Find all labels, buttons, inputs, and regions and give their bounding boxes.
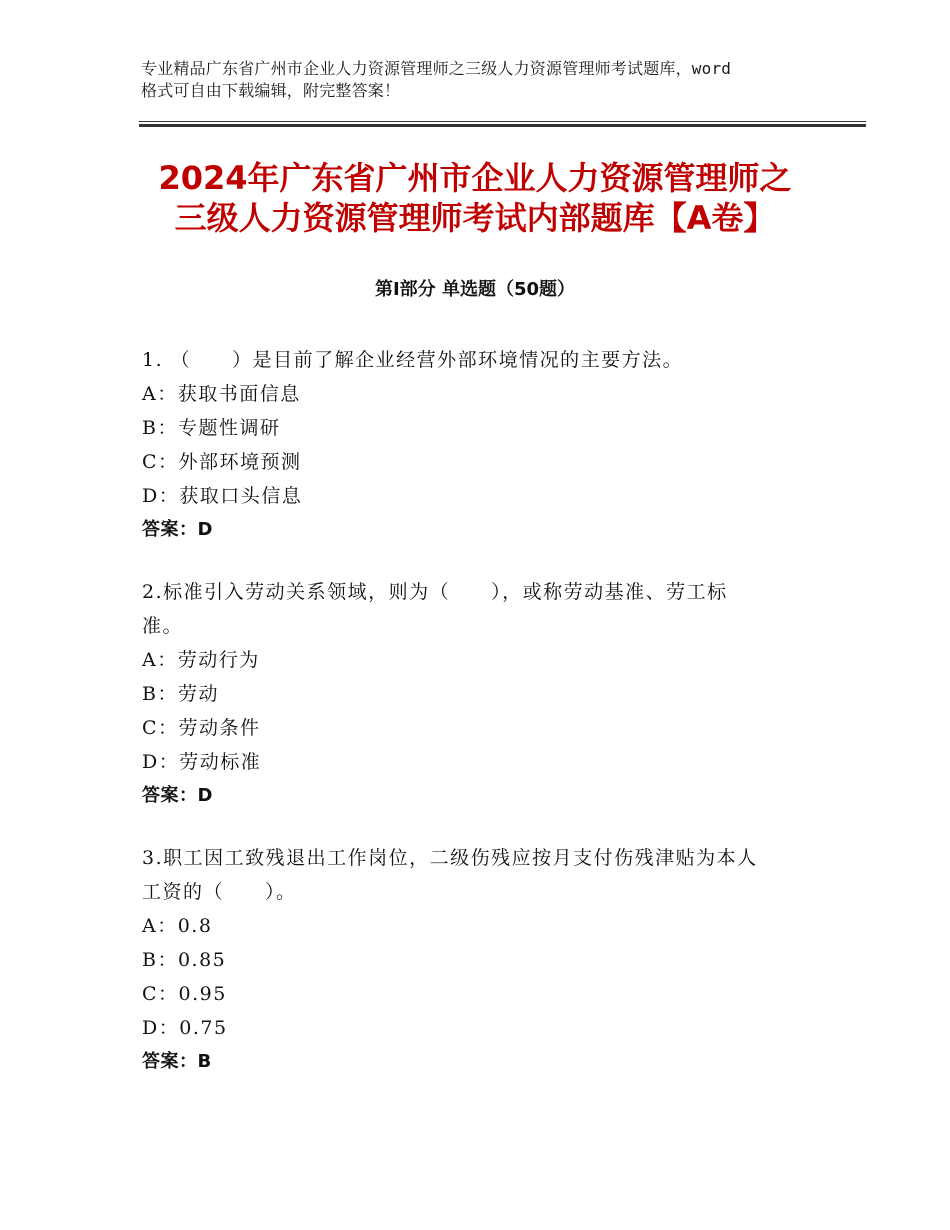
title-line: 三级人力资源管理师考试内部题库【A卷】 xyxy=(174,199,776,237)
question-item xyxy=(142,841,802,1079)
title-line: 2024年广东省广州市企业人力资源管理师之 xyxy=(158,159,792,197)
section-heading: 第Ⅰ部分 单选题（50题） xyxy=(374,279,575,300)
header-divider-thin xyxy=(139,121,866,122)
question-stem: 1. （ ）是目前了解企业经营外部环境情况的主要方法。 xyxy=(142,349,684,371)
option-b: B：0.85 xyxy=(142,949,227,971)
option-d: D：获取口头信息 xyxy=(142,485,303,507)
option-a: A：0.8 xyxy=(142,915,213,937)
document-title xyxy=(100,158,850,238)
option-a: A：劳动行为 xyxy=(142,649,260,671)
option-d: D：劳动标准 xyxy=(142,751,262,773)
answer-label: 答案：D xyxy=(142,519,213,540)
answer-label: 答案：B xyxy=(142,1051,212,1072)
question-item xyxy=(142,343,802,547)
option-c: C：劳动条件 xyxy=(142,717,261,739)
question-stem-continued: 准。 xyxy=(142,615,184,637)
question-stem: 3.职工因工致残退出工作岗位，二级伤残应按月支付伤残津贴为本人 xyxy=(142,847,758,869)
question-stem-continued: 工资的（ ）。 xyxy=(142,881,297,903)
option-c: C：外部环境预测 xyxy=(142,451,302,473)
header-note-line: 专业精品广东省广州市企业人力资源管理师之三级人力资源管理师考试题库，word xyxy=(141,59,732,78)
option-b: B：劳动 xyxy=(142,683,219,705)
option-a: A：获取书面信息 xyxy=(142,383,301,405)
question-stem: 2.标准引入劳动关系领域，则为（ ），或称劳动基准、劳工标 xyxy=(142,581,728,603)
answer-label: 答案：D xyxy=(142,785,213,806)
question-list xyxy=(142,343,802,1107)
option-c: C：0.95 xyxy=(142,983,227,1005)
header-note xyxy=(141,58,841,102)
option-b: B：专题性调研 xyxy=(142,417,281,439)
header-divider-thick xyxy=(139,124,866,127)
header-note-line: 格式可自由下载编辑，附完整答案！ xyxy=(141,81,401,100)
option-d: D：0.75 xyxy=(142,1017,228,1039)
question-item xyxy=(142,575,802,813)
